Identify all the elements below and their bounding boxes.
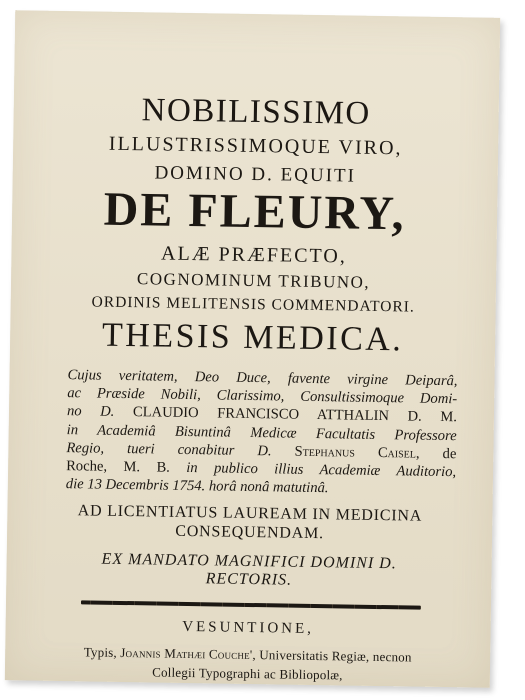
dedication-line-7: ORDINIS MELITENSIS COMMENDATORI.: [91, 293, 415, 316]
dedication-line-6: COGNOMINUM TRIBUNO,: [136, 269, 371, 292]
defense-date: die 13 Decembris 1754.: [65, 476, 210, 495]
body-line-4: in Academiâ Bisuntinâ Medicæ Facultatis Professore: [66, 421, 457, 444]
body-line-5-suffix: , de: [415, 445, 457, 463]
main-title: THESIS MEDICA.: [101, 316, 404, 359]
mandate-line-1: EX MANDATO MAGNIFICI DOMINI D.: [101, 550, 397, 573]
imprint-line-3: Collegii Typographi ac Bibliopolæ,: [152, 664, 343, 683]
imprint-typis: Typis,: [83, 644, 121, 660]
mandate-line-2: RECTORIS.: [205, 570, 293, 589]
imprint-line-2-suffix: , Universitatis Regiæ, necnon: [252, 647, 412, 665]
defense-time: horâ nonâ matutinâ.: [208, 478, 329, 497]
dedication-line-2: ILLUSTRISSIMOQUE VIRO,: [108, 132, 403, 160]
degree-line-2: CONSEQUENDAM.: [175, 522, 325, 543]
degree-line-1: AD LICENTIATUS LAUREAM IN MEDICINA: [77, 502, 423, 525]
body-line-1: Cujus veritatem, Deo Duce, favente virgine Deiparâ,: [67, 367, 458, 390]
thesis-body: [66, 366, 458, 500]
honoree-name: DE FLEURY,: [103, 182, 407, 241]
printer-name: Joannis Mathæi Couche': [120, 644, 253, 663]
body-line-3-prefix: no D.: [66, 403, 134, 421]
candidate-name: Stephanus Caisel: [294, 443, 417, 462]
title-page: [5, 10, 500, 688]
ornamental-rule: [81, 600, 421, 609]
body-line-2: ac Præside Nobili, Clarissimo, Consultissimoque Domi-: [67, 385, 458, 408]
body-line-5-prefix: Regio, tueri conabitur D.: [66, 439, 295, 460]
dedication-line-1: NOBILISSIMO: [141, 92, 372, 132]
candidate-origin: Roche, M. B.: [66, 458, 171, 476]
president-name: CLAUDIO FRANCISCO ATTHALIN D. M.: [132, 404, 458, 426]
dedication-line-3: DOMINO D. EQUITI: [154, 162, 357, 187]
dedication-line-5: ALÆ PRÆFECTO,: [160, 242, 347, 268]
imprint-place: VESUNTIONE,: [182, 618, 315, 637]
body-line-6-suffix: in publico illius Academiæ Auditorio,: [169, 459, 457, 481]
